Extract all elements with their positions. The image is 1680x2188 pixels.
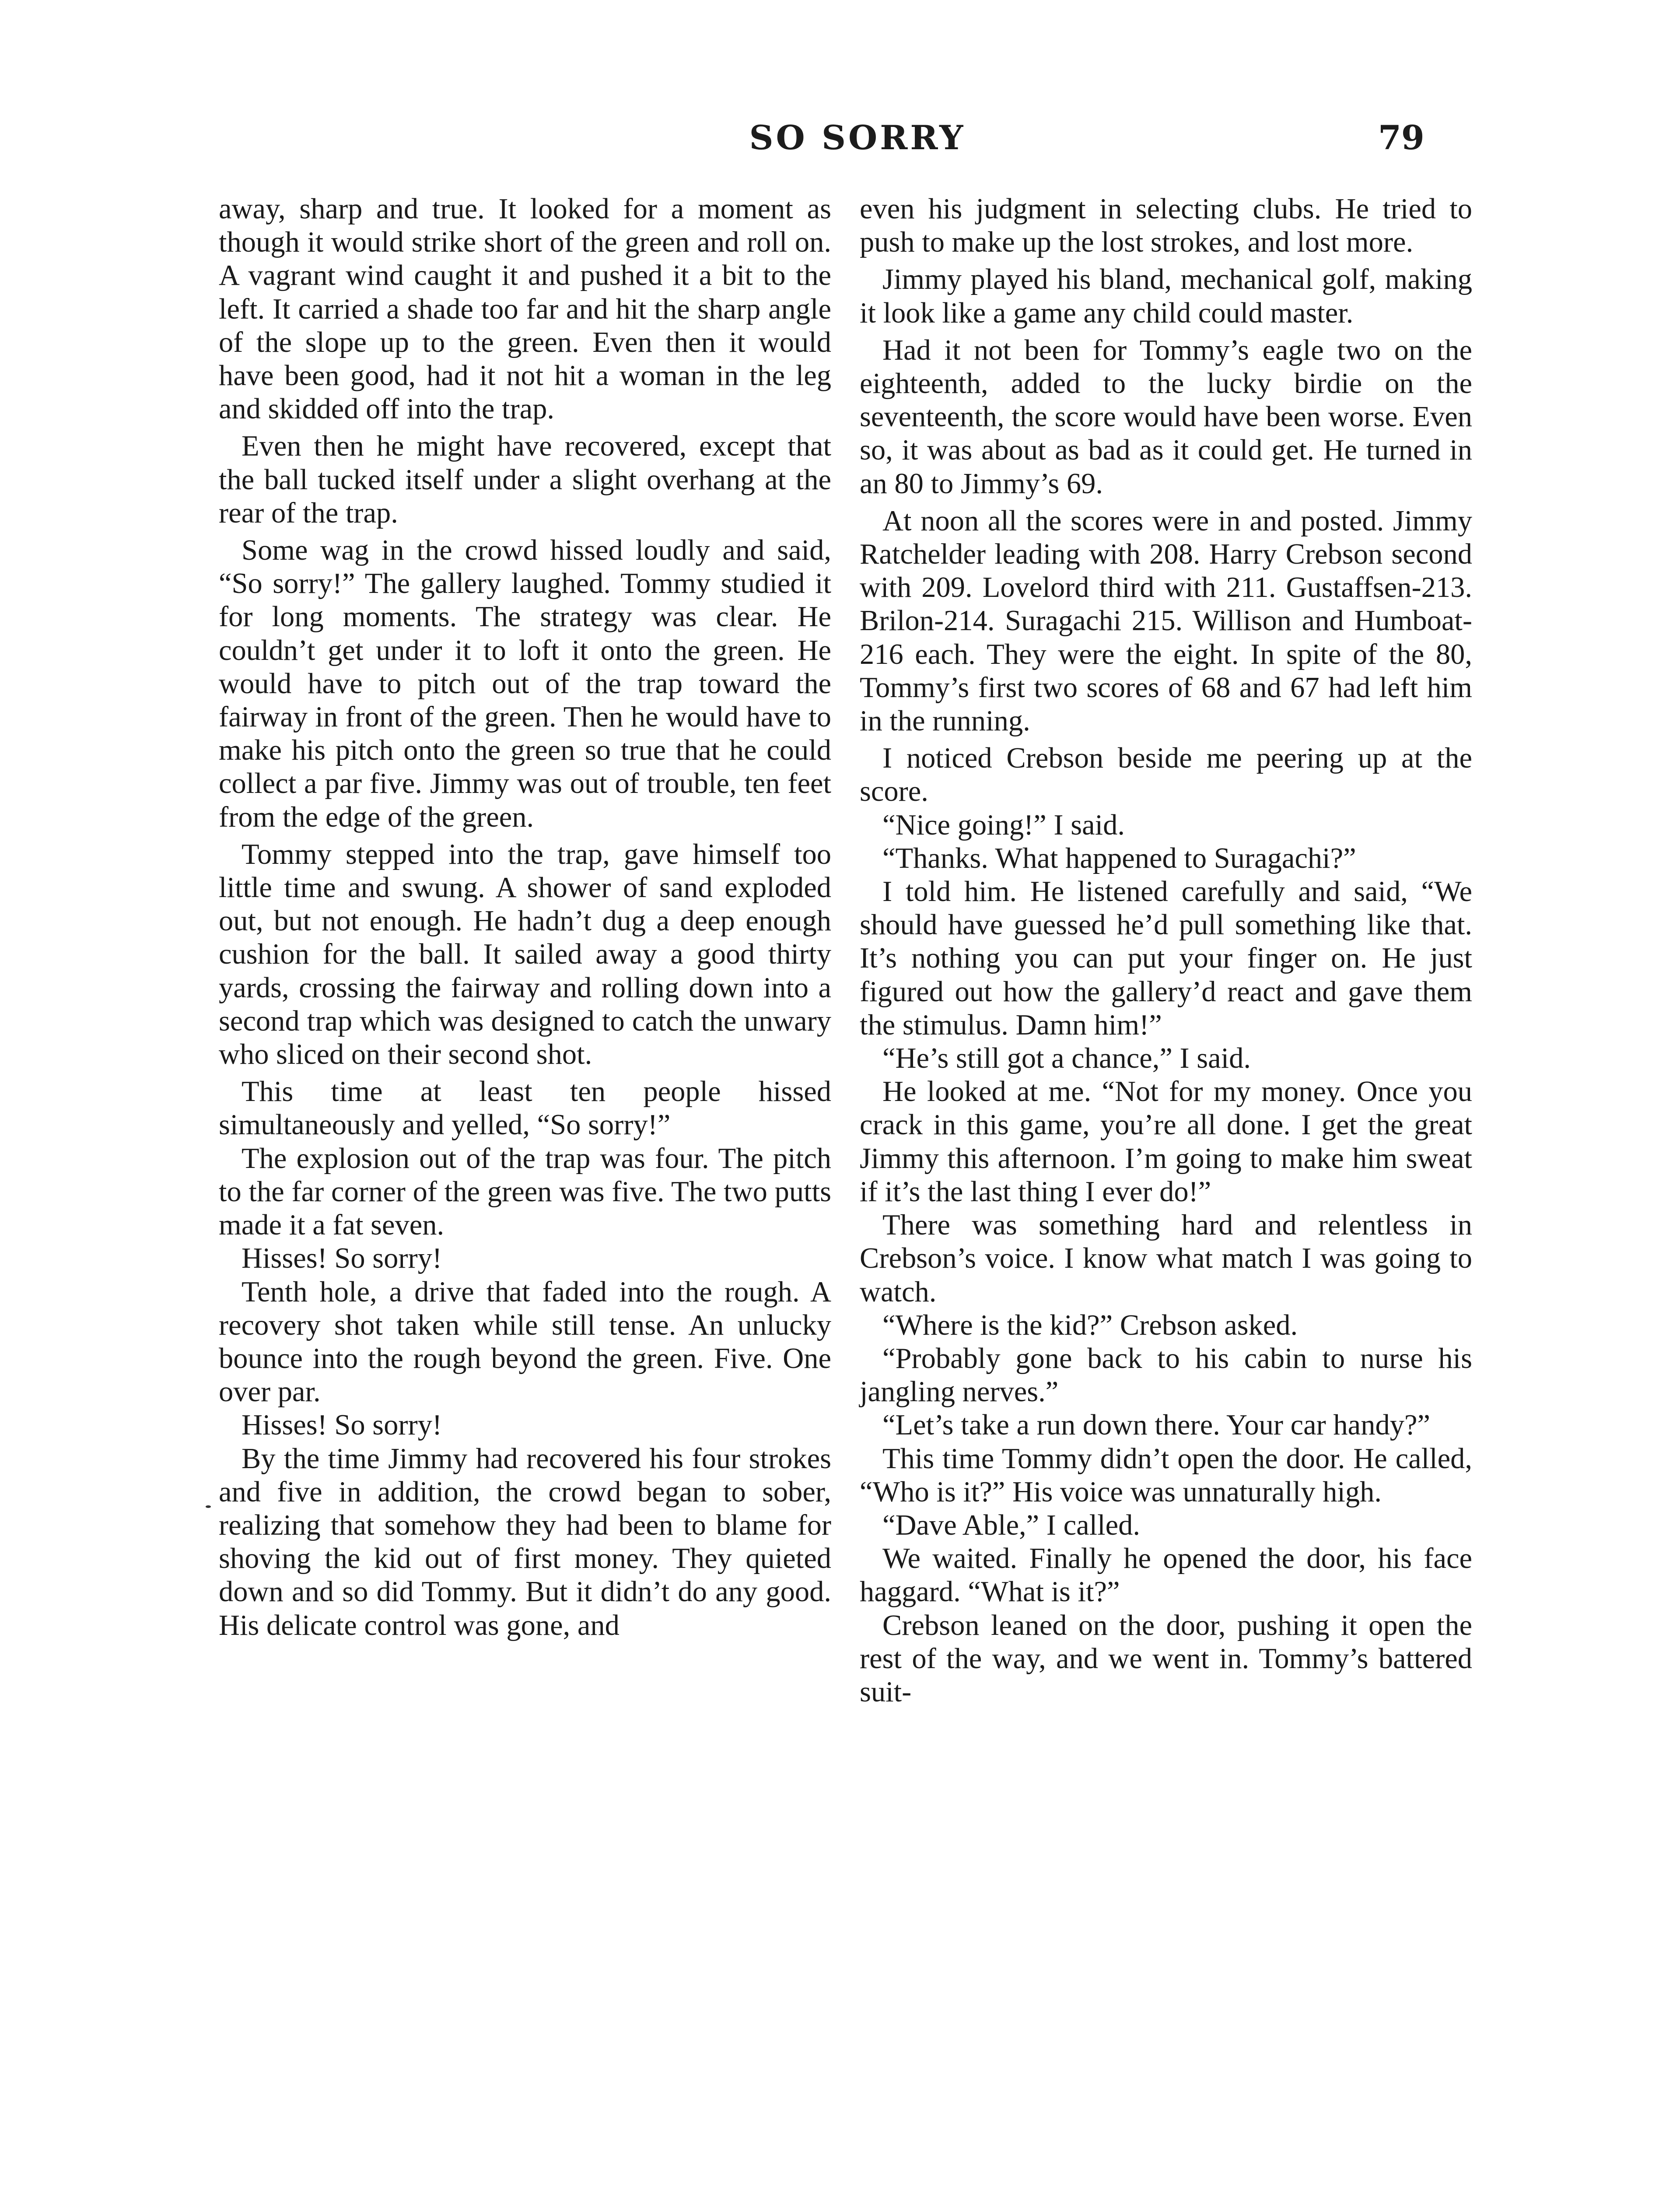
paragraph: Tommy stepped into the trap, gave himself too little time and swung. A shower of sand exploded out, but not enough. He hadn’t dug a deep enough cushion for the ball. It sailed away a good thirty yards, crossing the fairway and rolling down into a second trap which was designed to catch the unwary who sliced on their second shot. (219, 838, 831, 1071)
paragraph: away, sharp and true. It looked for a moment as though it would strike short of the green and roll on. A vagrant wind caught it and pushed it a bit to the left. It carried a shade too far and hit the sharp angle of the slope up to the green. Even then it would have been good, had it not hit a woman in the leg and skidded off into the trap. (219, 193, 831, 425)
paragraph: Had it not been for Tommy’s eagle two on the eighteenth, added to the lucky birdie on the seventeenth, the score would have been worse. Even so, it was about as bad as it could get. He turned in an 80 to Jimmy’s 69. (860, 334, 1472, 500)
paragraph: He looked at me. “Not for my money. Once you crack in this game, you’re all done. I get the great Jimmy this afternoon. I’m going to make him sweat if it’s the last thing I ever do!” (860, 1076, 1472, 1208)
paragraph: “He’s still got a chance,” I said. (882, 1042, 1251, 1075)
paragraph: This time Tommy didn’t open the door. He called, “Who is it?” His voice was unnaturally high. (860, 1442, 1472, 1508)
paragraph: Hisses! So sorry! (242, 1242, 442, 1275)
paragraph: Some wag in the crowd hissed loudly and said, “So sorry!” The gallery laughed. Tommy studied it for long moments. The strategy was clear. He couldn’t get under it to loft it onto the green. He would have to pitch out of the trap toward the fairway in front of the green. Then he would have to make his pitch onto the green so true that he could collect a par five. Jimmy was out of trouble, ten feet from the edge of the green. (219, 534, 831, 833)
paragraph: Tenth hole, a drive that faded into the rough. A recovery shot taken while still tense. An unlucky bounce into the rough beyond the green. Five. One over par. (219, 1276, 831, 1408)
paragraph: By the time Jimmy had recovered his four strokes and five in addition, the crowd began to sober, realizing that somehow they had been to blame for shoving the kid out of first money. They quieted down and so did Tommy. But it didn’t do any good. His delicate control was gone, and (219, 1442, 831, 1641)
paragraph: Even then he might have recovered, except that the ball tucked itself under a slight overhang at the rear of the trap. (219, 430, 831, 529)
paragraph: “Dave Able,” I called. (882, 1509, 1140, 1541)
left-column (219, 193, 831, 1642)
print-speck (206, 1505, 211, 1508)
paragraph: This time at least ten people hissed simultaneously and yelled, “So sorry!” (219, 1076, 831, 1141)
story-title: SO SORRY (749, 118, 966, 157)
paragraph: I told him. He listened carefully and said, “We should have guessed he’d pull something like that. It’s nothing you can put your finger on. He just figured out how the gallery’d react and gave them the stimulus. Damn him!” (860, 876, 1472, 1041)
paragraph: “Nice going!” I said. (882, 809, 1125, 841)
paragraph: even his judgment in selecting clubs. He tried to push to make up the lost strokes, and lost more. (860, 193, 1472, 259)
right-column (860, 193, 1472, 1709)
running-header (0, 118, 1680, 157)
paragraph: “Probably gone back to his cabin to nurse his jangling nerves.” (860, 1342, 1472, 1408)
page-number: 79 (1378, 118, 1424, 157)
paragraph: At noon all the scores were in and posted. Jimmy Ratchelder leading with 208. Harry Crebson second with 209. Lovelord third with 211. Gustaffsen-213. Brilon-214. Suragachi 215. Willison and Humboat-216 each. They were the eight. In spite of the 80, Tommy’s first two scores of 68 and 67 had left him in the running. (860, 505, 1472, 737)
paragraph: “Thanks. What happened to Suragachi?” (882, 842, 1356, 874)
paragraph: “Where is the kid?” Crebson asked. (882, 1309, 1298, 1341)
paragraph: Jimmy played his bland, mechanical golf, making it look like a game any child could master. (860, 263, 1472, 329)
paragraph: I noticed Crebson beside me peering up at the score. (860, 742, 1472, 808)
paragraph: There was something hard and relentless in Crebson’s voice. I know what match I was going to watch. (860, 1209, 1472, 1308)
paragraph: The explosion out of the trap was four. The pitch to the far corner of the green was five. The two putts made it a fat seven. (219, 1142, 831, 1241)
paragraph: We waited. Finally he opened the door, his face haggard. “What is it?” (860, 1543, 1472, 1608)
paragraph: Hisses! So sorry! (242, 1409, 442, 1441)
paragraph: Crebson leaned on the door, pushing it open the rest of the way, and we went in. Tommy’s battered suit- (860, 1609, 1472, 1708)
paragraph: “Let’s take a run down there. Your car handy?” (882, 1409, 1430, 1441)
